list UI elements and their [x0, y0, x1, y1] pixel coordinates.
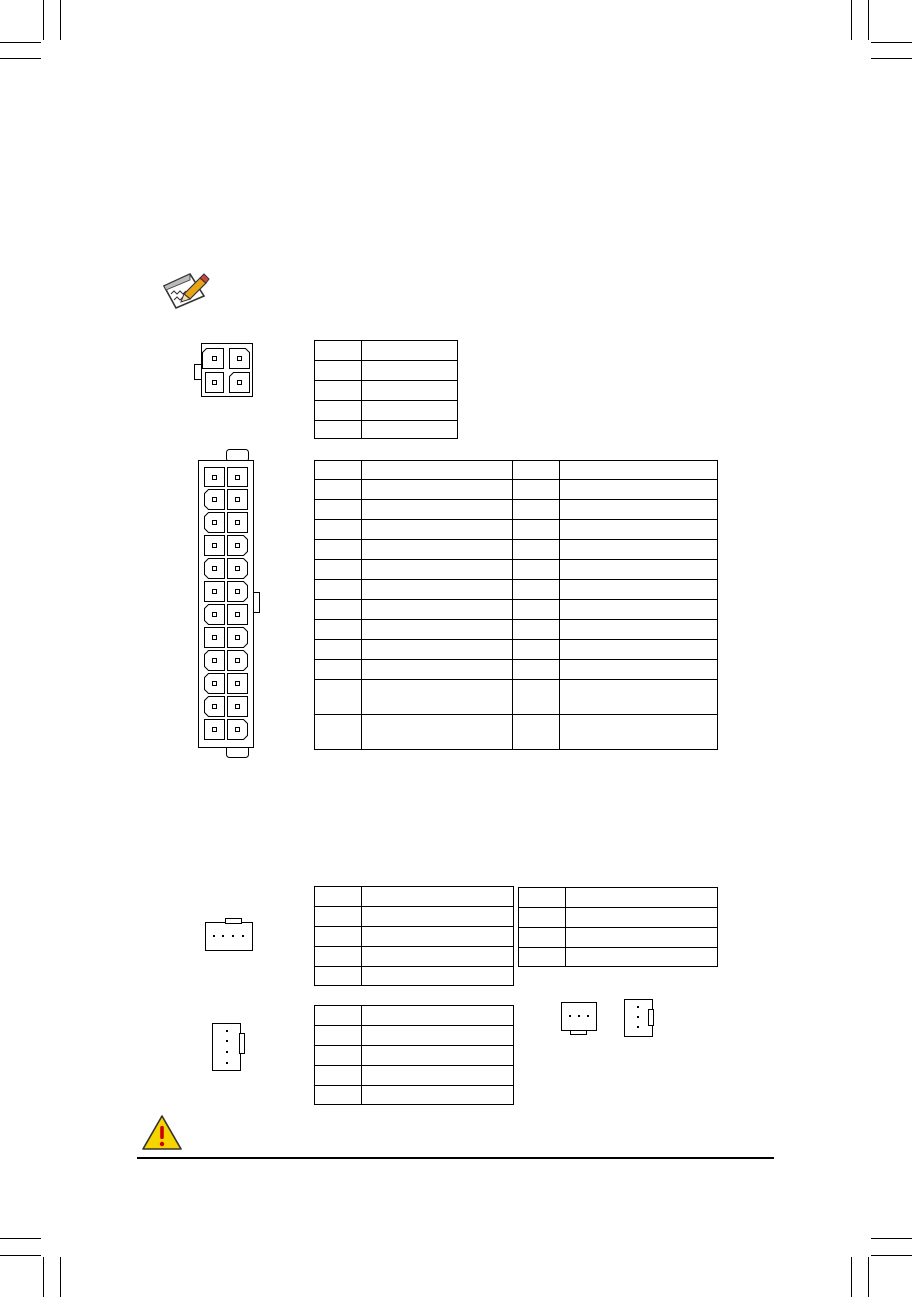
- crop-mark: [851, 0, 852, 40]
- table-cell: [362, 341, 458, 361]
- table-cell: [362, 480, 513, 500]
- atx-24pin-connector-diagram: [196, 448, 264, 760]
- table-cell: [315, 1046, 362, 1066]
- table-cell: [513, 520, 560, 540]
- table-cell: [315, 421, 362, 439]
- table-cell: [513, 715, 560, 750]
- table-cell: [362, 907, 514, 927]
- table-cell: [560, 680, 718, 715]
- crop-mark: [0, 58, 41, 59]
- table-cell: [362, 1066, 514, 1086]
- table-cell: [315, 620, 362, 640]
- table-cell: [560, 640, 718, 660]
- table-cell: [513, 480, 560, 500]
- table-cell: [315, 341, 362, 361]
- crop-mark: [43, 0, 44, 40]
- crop-mark: [871, 42, 912, 43]
- table-cell: [362, 967, 514, 986]
- table-cell: [315, 715, 362, 750]
- table-cell: [560, 620, 718, 640]
- warning-triangle-icon: [141, 1114, 183, 1152]
- table-cell: [513, 640, 560, 660]
- table-cell: [362, 381, 458, 401]
- table-cell: [315, 1026, 362, 1046]
- crop-mark: [60, 1257, 61, 1297]
- table-cell: [566, 888, 718, 908]
- table-cell: [362, 947, 514, 967]
- table-cell: [315, 401, 362, 421]
- table-cell: [513, 600, 560, 620]
- table-cell: [362, 461, 513, 480]
- table-cell: [315, 520, 362, 540]
- crop-mark: [871, 1238, 912, 1239]
- table-cell: [315, 500, 362, 520]
- fan-3pin-table: [518, 887, 718, 967]
- table-cell: [513, 560, 560, 580]
- table-cell: [560, 540, 718, 560]
- table-cell: [560, 560, 718, 580]
- table-cell: [315, 560, 362, 580]
- fan-4pin-vertical-table: [314, 1005, 514, 1105]
- crop-mark: [43, 1257, 44, 1297]
- table-cell: [513, 580, 560, 600]
- table-cell: [513, 660, 560, 680]
- table-cell: [362, 1026, 514, 1046]
- table-cell: [315, 381, 362, 401]
- table-cell: [513, 500, 560, 520]
- table-cell: [315, 540, 362, 560]
- table-cell: [315, 680, 362, 715]
- table-cell: [513, 620, 560, 640]
- table-cell: [362, 620, 513, 640]
- table-cell: [560, 500, 718, 520]
- table-cell: [362, 500, 513, 520]
- crop-mark: [0, 1238, 41, 1239]
- table-cell: [362, 660, 513, 680]
- table-cell: [315, 660, 362, 680]
- table-cell: [315, 461, 362, 480]
- table-cell: [519, 948, 566, 967]
- table-cell: [566, 908, 718, 928]
- table-cell: [362, 421, 458, 439]
- atx-24pin-table: [314, 460, 718, 750]
- crop-mark: [868, 1257, 869, 1297]
- fan-4pin-header-diagram: [202, 917, 256, 953]
- table-cell: [560, 480, 718, 500]
- table-cell: [362, 401, 458, 421]
- fan-4pin-vertical-header-diagram: [210, 1022, 246, 1072]
- table-cell: [566, 948, 718, 967]
- table-cell: [362, 520, 513, 540]
- table-cell: [362, 580, 513, 600]
- table-cell: [315, 967, 362, 986]
- crop-mark: [851, 1257, 852, 1297]
- table-cell: [519, 928, 566, 948]
- fan-3pin-header-diagram: [558, 1000, 600, 1036]
- table-cell: [560, 580, 718, 600]
- table-cell: [315, 927, 362, 947]
- table-cell: [315, 361, 362, 381]
- table-cell: [362, 600, 513, 620]
- table-cell: [315, 907, 362, 927]
- table-cell: [362, 927, 514, 947]
- fan-3pin-vertical-header-diagram: [621, 997, 657, 1039]
- table-cell: [519, 908, 566, 928]
- table-cell: [362, 540, 513, 560]
- table-cell: [519, 888, 566, 908]
- section-divider: [137, 1157, 774, 1159]
- atx-12v-pin-table: [314, 340, 458, 439]
- table-cell: [362, 1086, 514, 1105]
- crop-mark: [0, 1255, 41, 1256]
- crop-mark: [871, 58, 912, 59]
- table-cell: [513, 461, 560, 480]
- table-cell: [315, 600, 362, 620]
- crop-mark: [868, 0, 869, 40]
- table-cell: [315, 580, 362, 600]
- table-cell: [315, 947, 362, 967]
- table-cell: [560, 660, 718, 680]
- table-cell: [560, 715, 718, 750]
- crop-mark: [0, 42, 41, 43]
- table-cell: [362, 1046, 514, 1066]
- table-cell: [560, 520, 718, 540]
- atx-12v-connector-diagram: [192, 342, 256, 398]
- table-cell: [362, 680, 513, 715]
- table-cell: [315, 640, 362, 660]
- table-cell: [362, 560, 513, 580]
- table-cell: [560, 461, 718, 480]
- fan-4pin-table: [314, 886, 514, 986]
- table-cell: [315, 1006, 362, 1026]
- crop-mark: [60, 0, 61, 40]
- crop-mark: [871, 1255, 912, 1256]
- table-cell: [362, 361, 458, 381]
- table-cell: [362, 640, 513, 660]
- note-pencil-icon: [160, 270, 210, 312]
- table-cell: [315, 1086, 362, 1105]
- table-cell: [315, 887, 362, 907]
- table-cell: [362, 1006, 514, 1026]
- table-cell: [362, 715, 513, 750]
- table-cell: [560, 600, 718, 620]
- table-cell: [315, 480, 362, 500]
- table-cell: [566, 928, 718, 948]
- table-cell: [513, 680, 560, 715]
- table-cell: [315, 1066, 362, 1086]
- table-cell: [362, 887, 514, 907]
- table-cell: [513, 540, 560, 560]
